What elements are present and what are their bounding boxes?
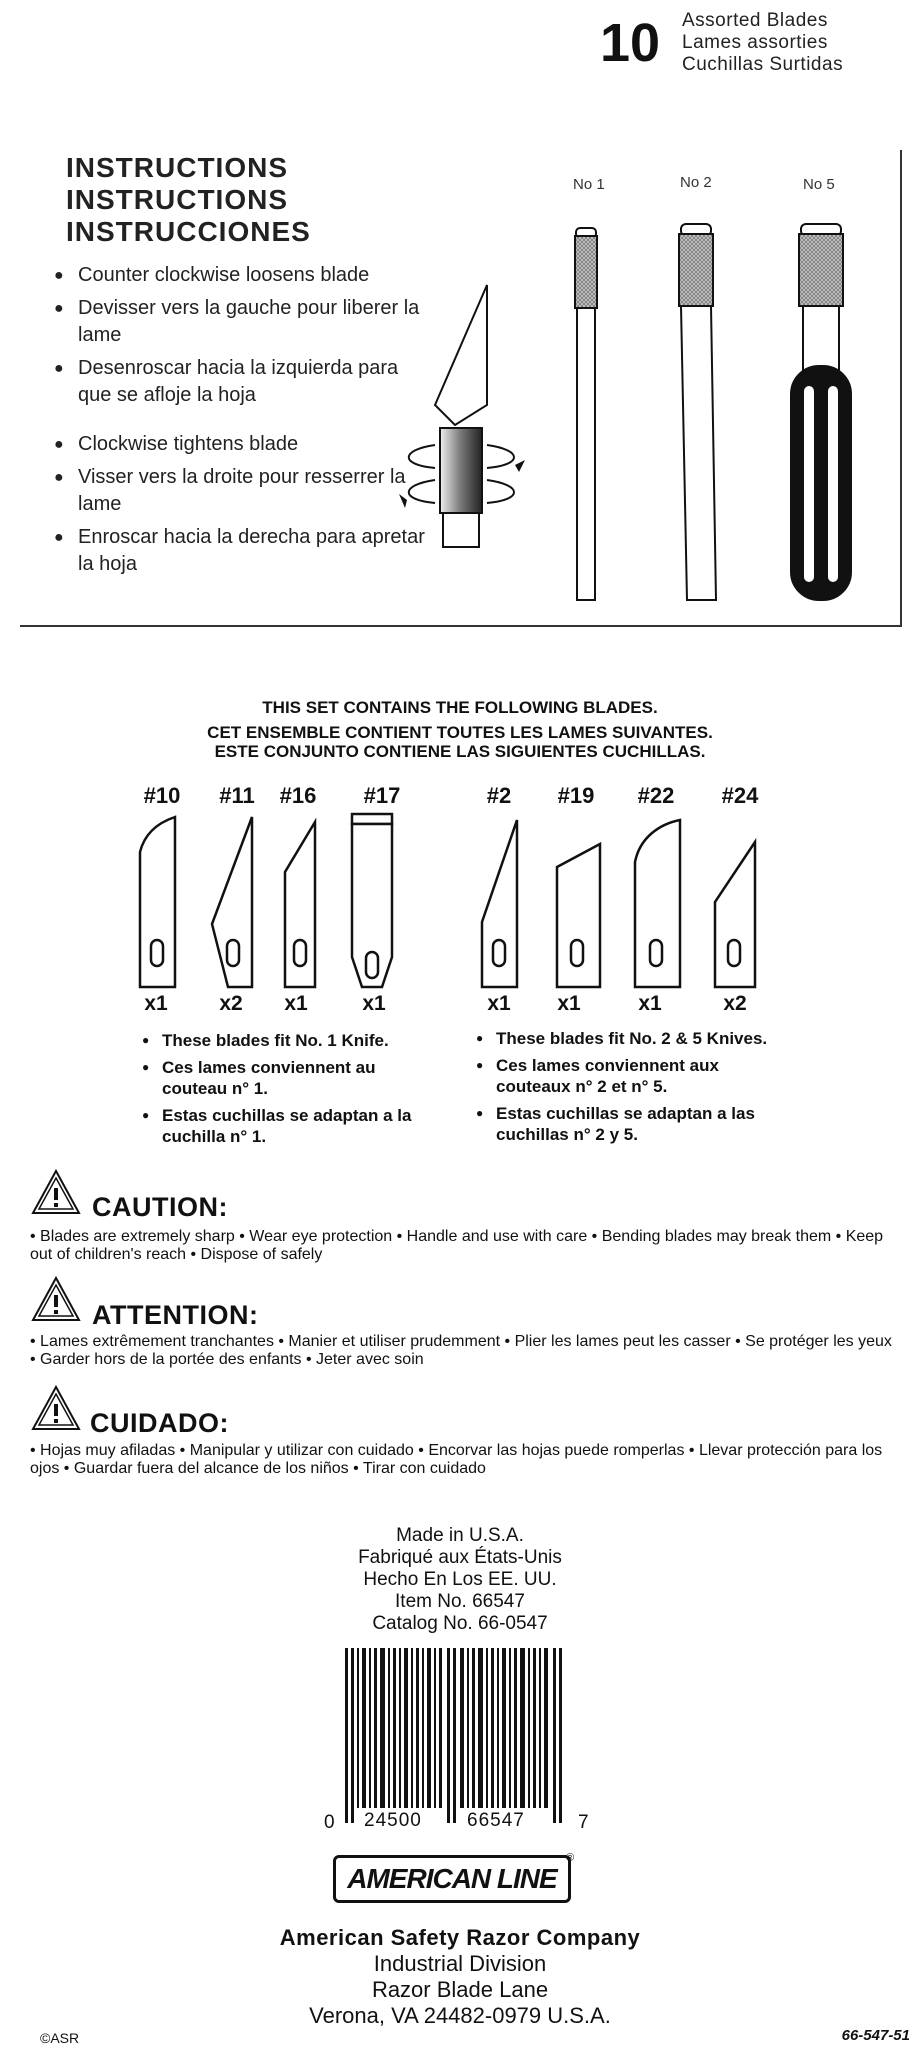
assorted-blades-label: [682, 10, 843, 76]
fit-no1-en: ● These blades fit No. 1 Knife.: [142, 1030, 442, 1051]
knives-illustration: [560, 220, 890, 610]
set-title-en: THIS SET CONTAINS THE FOLLOWING BLADES.: [262, 698, 658, 717]
part-code: 66-547-51: [841, 2027, 910, 2044]
blade-number: #10: [143, 783, 181, 808]
rotate-arrow-icon: [409, 445, 435, 468]
caution-title: CAUTION:: [92, 1192, 228, 1222]
blade-16: [285, 822, 315, 987]
blade-number: #19: [557, 783, 595, 808]
handle-end-shape: [443, 513, 479, 547]
blade-number: #17: [363, 783, 401, 808]
attention-title: ATTENTION:: [92, 1300, 259, 1330]
blade-number: #16: [279, 783, 317, 808]
loosen-fr: ● Devisser vers la gauche pour liberer la lame: [50, 295, 430, 349]
origin-info: [0, 1525, 920, 1635]
knife-label-no5: No 5: [803, 176, 835, 193]
tighten-es: ● Enroscar hacia la derecha para apretar la hoja: [50, 524, 430, 578]
warning-triangle-icon: [30, 1384, 82, 1432]
tighten-en: ● Clockwise tightens blade: [50, 431, 430, 458]
blade-number: #22: [637, 783, 675, 808]
loosen-en: ● Counter clockwise loosens blade: [50, 262, 430, 289]
copyright-mark: ©ASR: [40, 2030, 80, 2046]
blade-2: [482, 820, 517, 987]
arrow-head-icon: [399, 494, 407, 508]
blade-10: [140, 817, 175, 987]
set-title-fr: CET ENSEMBLE CONTIENT TOUTES LES LAMES SUIVANTES.: [207, 723, 713, 742]
catalog-number: Catalog No. 66-0547: [372, 1613, 548, 1634]
rotate-arrow-icon: [487, 445, 514, 468]
instructions-title-fr: INSTRUCTIONS: [66, 184, 288, 215]
company-name: American Safety Razor Company: [279, 1925, 641, 1950]
logo-text: AMERICAN LINE: [347, 1863, 557, 1894]
fit-no1-notes: [142, 1030, 442, 1153]
instructions-title: [66, 152, 311, 248]
instructions-title-es: INSTRUCCIONES: [66, 216, 311, 247]
tighten-fr: ● Visser vers la droite pour resserrer la lame: [50, 464, 430, 518]
blade-quantity: x1: [487, 992, 511, 1015]
blade-quantity: x1: [284, 992, 308, 1015]
knife-no5: [791, 224, 851, 600]
blade-22: [635, 820, 680, 987]
company-city: Verona, VA 24482-0979 U.S.A.: [309, 2003, 611, 2028]
blade-quantity: x1: [557, 992, 581, 1015]
knife-label-no2: No 2: [680, 174, 712, 191]
fit-no2-5-notes: [476, 1028, 796, 1151]
assorted-es: Cuchillas Surtidas: [682, 54, 844, 75]
tighten-bullets: [50, 431, 430, 584]
blade-quantity: x2: [723, 992, 747, 1015]
blade-number: #2: [486, 783, 512, 808]
blades-illustration: [120, 812, 770, 992]
barcode-digit-left: 0: [324, 1812, 336, 1833]
blade-quantity: x2: [219, 992, 243, 1015]
rotate-arrow-icon: [487, 480, 514, 503]
item-number: Item No. 66547: [395, 1591, 525, 1612]
blade-set-title: [0, 698, 920, 761]
cuidado-title: CUIDADO:: [90, 1408, 229, 1438]
attention-text: • Lames extrêmement tranchantes • Manier et utiliser prudemment • Plier les lames peut les casser • Se protéger les yeux • Garder hors de la portée des enfants • Jeter avec soin: [30, 1333, 892, 1368]
american-line-logo: [333, 1855, 571, 1903]
assorted-fr: Lames assorties: [682, 32, 828, 53]
warning-triangle-icon: [30, 1275, 82, 1323]
caution-text: • Blades are extremely sharp • Wear eye protection • Handle and use with care • Bending blades may break them • Keep out of children's reach • Dispose of safely: [30, 1228, 884, 1263]
knife-no1: [575, 228, 597, 600]
fit-no1-es: ● Estas cuchillas se adaptan a la cuchilla n° 1.: [142, 1105, 442, 1147]
hecho-en-ee-uu: Hecho En Los EE. UU.: [363, 1569, 557, 1590]
collar-shape: [440, 428, 482, 513]
company-address: [0, 1925, 920, 2029]
fit-no2-5-fr: ● Ces lames conviennent aux couteaux n° 2 et n° 5.: [476, 1055, 796, 1097]
blade-17: [352, 814, 392, 987]
blade-quantity: x1: [144, 992, 168, 1015]
blade-rotation-illustration: [395, 280, 535, 560]
blade-shape: [435, 285, 487, 425]
blade-24: [715, 842, 755, 987]
loosen-es: ● Desenroscar hacia la izquierda para que se afloje la hoja: [50, 355, 430, 409]
barcode-digits-mid-right: 66547: [467, 1810, 525, 1831]
blade-count: 10: [600, 13, 661, 73]
loosen-bullets: [50, 262, 430, 415]
cuidado-text: • Hojas muy afiladas • Manipular y utilizar con cuidado • Encorvar las hojas puede romperlas • Llevar protección para los ojos • Guardar fuera del alcance de los niños • Tirar con cuidado: [30, 1442, 883, 1477]
barcode-digit-right: 7: [578, 1812, 590, 1833]
blade-quantity: x1: [638, 992, 662, 1015]
barcode: [343, 1648, 565, 1823]
blade-quantity: x1: [362, 992, 386, 1015]
fit-no2-5-es: ● Estas cuchillas se adaptan a las cuchillas n° 2 y 5.: [476, 1103, 796, 1145]
fit-no1-fr: ● Ces lames conviennent au couteau n° 1.: [142, 1057, 442, 1099]
company-division: Industrial Division: [373, 1951, 547, 1976]
set-title-es: ESTE CONJUNTO CONTIENE LAS SIGUIENTES CUCHILLAS.: [214, 742, 706, 761]
company-street: Razor Blade Lane: [371, 1977, 549, 2002]
rotate-arrow-icon: [409, 480, 435, 503]
warning-triangle-icon: [30, 1168, 82, 1216]
blade-number: #24: [721, 783, 759, 808]
knife-no2: [679, 224, 716, 600]
arrow-head-icon: [515, 460, 525, 472]
assorted-en: Assorted Blades: [682, 10, 828, 31]
fabrique-aux-etats-unis: Fabriqué aux États-Unis: [358, 1547, 562, 1568]
blade-number: #11: [219, 783, 255, 808]
barcode-digits-mid-left: 24500: [364, 1810, 422, 1831]
made-in-usa: Made in U.S.A.: [396, 1525, 524, 1546]
knife-label-no1: No 1: [573, 176, 605, 193]
blade-19: [557, 844, 600, 987]
blade-11: [212, 817, 252, 987]
instructions-title-en: INSTRUCTIONS: [66, 152, 288, 183]
fit-no2-5-en: ● These blades fit No. 2 & 5 Knives.: [476, 1028, 796, 1049]
registered-mark-icon: ®: [566, 1852, 575, 1864]
